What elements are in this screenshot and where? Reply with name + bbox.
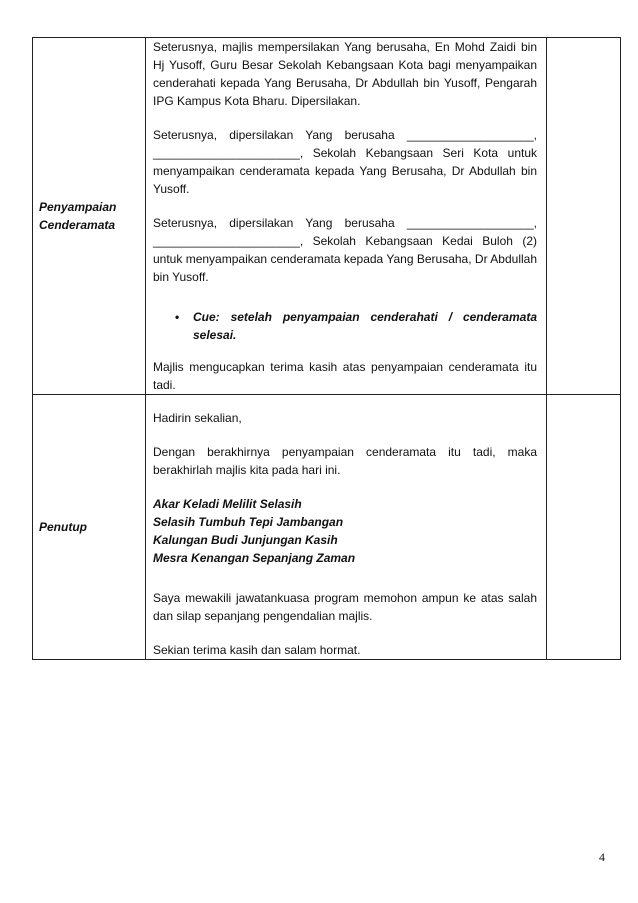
section-label-penyampaian	[33, 38, 146, 395]
page-number: 4	[599, 850, 605, 864]
section-label-penutup: Penutup	[33, 395, 146, 660]
paragraph: Seterusnya, dipersilakan Yang berusaha ___________________, ______________________, Sekolah Kebangsaan Kedai Buloh (2) untuk menyampaikan cenderamata kepada Yang Berusaha, Dr Abdullah bin Yusoff.	[153, 216, 537, 284]
notes-cell	[547, 38, 621, 395]
section-content-penutup	[146, 395, 547, 660]
pantun-line: Selasih Tumbuh Tepi Jambangan	[153, 515, 344, 529]
paragraph: Dengan berakhirnya penyampaian cenderamata itu tadi, maka berakhirlah majlis kita pada hari ini.	[153, 445, 537, 477]
label-line: Penyampaian	[39, 200, 117, 214]
section-content-penyampaian	[146, 38, 547, 395]
paragraph: Saya mewakili jawatankuasa program memohon ampun ke atas salah dan silap sepanjang pengendalian majlis.	[153, 591, 537, 623]
greeting: Hadirin sekalian,	[153, 411, 242, 425]
pantun-line: Mesra Kenangan Sepanjang Zaman	[153, 551, 356, 565]
pantun-line: Akar Keladi Melilit Selasih	[153, 497, 302, 511]
closing: Sekian terima kasih dan salam hormat.	[153, 643, 361, 657]
paragraph: Seterusnya, dipersilakan Yang berusaha ___________________, ______________________, Sekolah Kebangsaan Seri Kota untuk menyampaikan cenderamata kepada Yang Berusaha, Dr Abdullah bin Yusoff.	[153, 128, 537, 196]
paragraph: Majlis mengucapkan terima kasih atas penyampaian cenderamata itu tadi.	[153, 360, 537, 392]
pantun	[153, 495, 537, 567]
bullet-icon: •	[175, 310, 180, 324]
table-row-penutup	[33, 395, 621, 660]
paragraph: Seterusnya, majlis mempersilakan Yang berusaha, En Mohd Zaidi bin Hj Yusoff, Guru Besar Sekolah Kebangsaan Kota bagi menyampaikan cenderahati kepada Yang Berusaha, Dr Abdullah bin Yusoff, Pengarah IPG Kampus Kota Bharu. Dipersilakan.	[153, 40, 537, 108]
pantun-line: Kalungan Budi Junjungan Kasih	[153, 533, 338, 547]
table-row-penyampaian	[33, 38, 621, 395]
emcee-script-table	[32, 37, 621, 660]
cue-text: Cue: setelah penyampaian cenderahati / cenderamata selesai.	[193, 310, 537, 342]
cue-item	[175, 308, 537, 344]
label-line: Cenderamata	[39, 218, 116, 232]
notes-cell	[547, 395, 621, 660]
